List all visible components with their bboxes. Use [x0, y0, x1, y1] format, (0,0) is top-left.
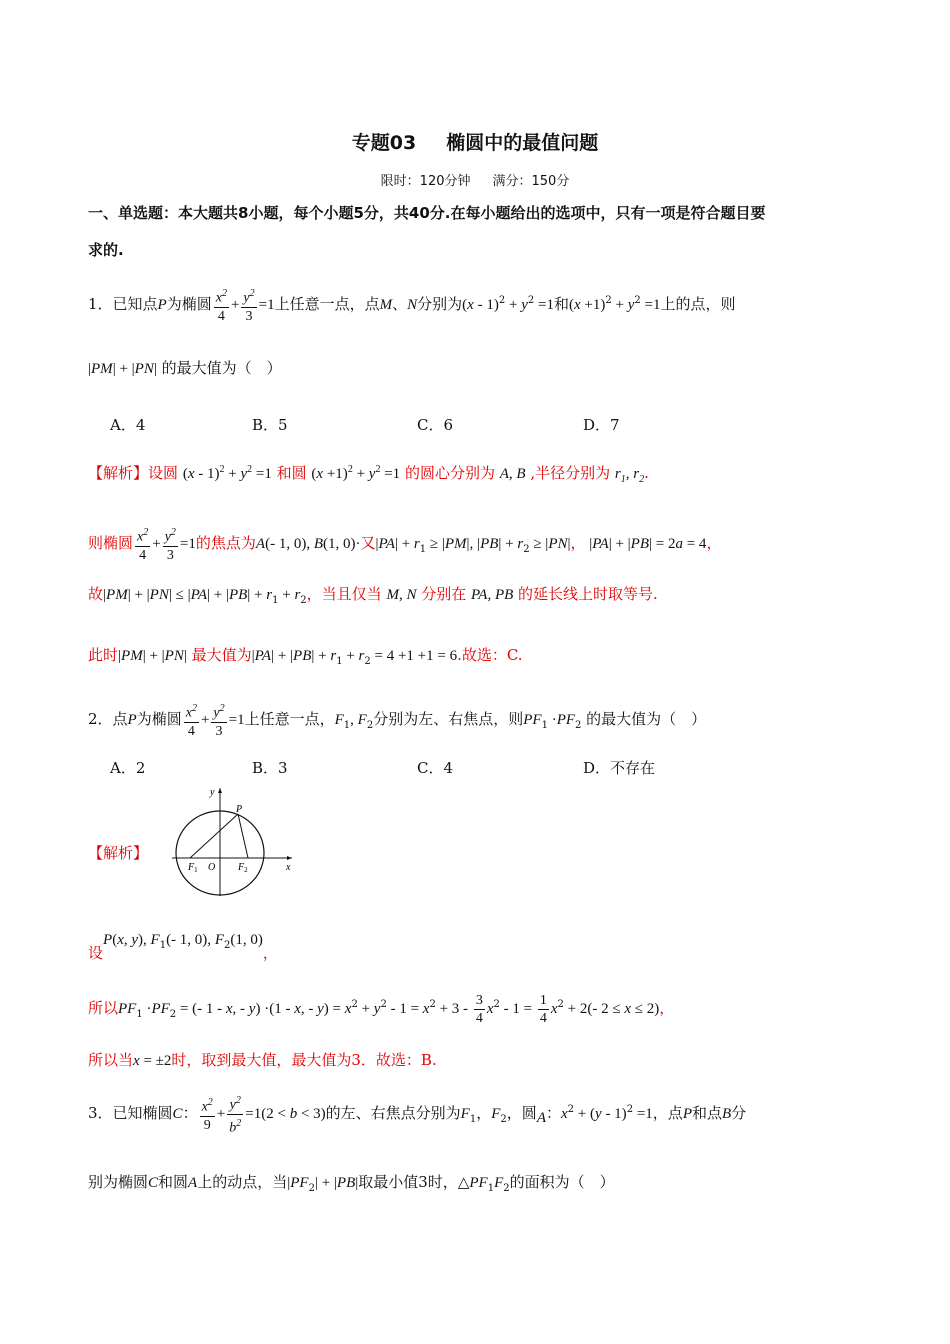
q1-option-d[interactable]: D．7	[583, 416, 620, 434]
q2-option-c[interactable]: C．4	[417, 759, 454, 777]
ellipse-diagram	[168, 786, 296, 898]
y-axis-arrow	[218, 788, 222, 793]
q1-option-a[interactable]: A．4	[110, 416, 146, 434]
q1-solution-line4: 此时|PM| + |PN| 最大值为$|PA| + |PB| + r_1 + r_2 = 4 +1 +1 = 6$.故选：C.	[88, 646, 523, 667]
y-axis-label: y	[210, 787, 215, 798]
time-limit: 限时：120分钟	[380, 174, 471, 189]
question-3-stem: 3．已知椭圆C： $\frac{x^2}{9}$ + $\frac{y^2}{b^2}$ =1(2 < b < 3)的左、右焦点分别为$F_1$，$F_2$，圆$_A$：$x^2 + (y - 1)^2 =1$，点P和点B分	[88, 1090, 746, 1140]
q1-option-b[interactable]: B．5	[252, 416, 288, 434]
point-p-label: P	[236, 804, 243, 815]
x-axis-arrow	[287, 856, 292, 860]
q1-solution-line3: 故$|PM| + |PN| \le |PA| + |PB| + r_1 + r_2$，当且仅当 M, N 分别在 PA, PB 的延长线上时取等号.	[88, 585, 658, 606]
x-axis-label: x	[286, 862, 291, 873]
segment-pf2	[238, 814, 248, 858]
question-3-stem-cont: 别为椭圆C和圆A上的动点，当$|PF_2| + |PB|$取最小值3时，$\triangle PF_1F_2$的面积为（ ）	[88, 1173, 615, 1194]
section-heading: 一、单选题：本大题共8小题，每个小题5分，共40分.在每小题给出的选项中，只有一项是符合题目要	[88, 204, 766, 222]
full-score: 满分：150分	[492, 174, 570, 189]
q2-option-a[interactable]: A．2	[110, 759, 146, 777]
segment-pf1	[190, 814, 238, 858]
q2-analysis-tag: 【解析】	[88, 844, 149, 862]
q1-option-c[interactable]: C．6	[417, 416, 454, 434]
q2-solution-line2: 所以$PF_1 \cdot PF_2$ = (- 1 - x, - y) ·(1 - x, - $y) = x^2 + y^2 - 1 = x^2 + 3$ - $\frac{3}{4}$ $x^2 - 1$ = $\frac{1}{4}$ $x^2 + 2(-$ 2 ≤ x ≤ 2)，	[88, 992, 675, 1026]
q2-solution-line3: 所以当x = ±2时，取到最大值，最大值为3．故选：B.	[88, 1051, 437, 1069]
focus-f1-label: $F_1$	[188, 862, 198, 874]
page-title	[0, 128, 950, 155]
question-1-stem: 1．已知点P为椭圆 $\frac{x^2}{4}$ + $\frac{y^2}{3}$ =1上任意一点，点M、N分别为$(x - 1)^2 + y^2 =1$和$(x +1)^2 + y^2 =1$上的点，则	[88, 282, 735, 325]
analysis-tag: 【解析】	[88, 464, 149, 482]
q1-solution-line2: 则椭圆 $\frac{x^2}{4}$ + $\frac{y^2}{3}$ =1的焦点为A(- 1, 0), B(1, 0)·又$|PA| + r_1 \ge |PM|$, $|PB| + r_2 \ge |PN|$， |PA| + |PB| = 2a = 4，	[88, 524, 721, 567]
question-2-stem: 2．点P为椭圆 $\frac{x^2}{4}$ + $\frac{y^2}{3}$ =1上任意一点，$F_1$, $F_2$分别为左、右焦点，则$PF_1 \cdot PF_2$ 的最大值为（ ）	[88, 700, 706, 745]
title-text: 椭圆中的最值问题	[446, 132, 599, 154]
q2-option-d[interactable]: D．不存在	[583, 759, 656, 777]
section-heading-cont: 求的.	[88, 241, 124, 259]
title-number: 专题03	[351, 132, 417, 154]
origin-label: O	[208, 862, 216, 873]
focus-f2-label: $F_2$	[238, 862, 248, 874]
question-1-stem-cont: |PM| + |PN| 的最大值为（ ）	[88, 359, 282, 377]
q1-solution-line1: 【解析】设圆 $(x - 1)^2 + y^2 =1$ 和圆 $(x +1)^2 + y^2 =1$ 的圆心分别为 A, B ,半径分别为 $r_1$, $r_2$.	[88, 464, 649, 485]
exam-info	[0, 170, 950, 189]
q2-option-b[interactable]: B．3	[252, 759, 288, 777]
q2-solution-line1: 设P(x, y), $F_1(-$ 1, 0), $F_2(1$, 0)，	[88, 932, 278, 962]
